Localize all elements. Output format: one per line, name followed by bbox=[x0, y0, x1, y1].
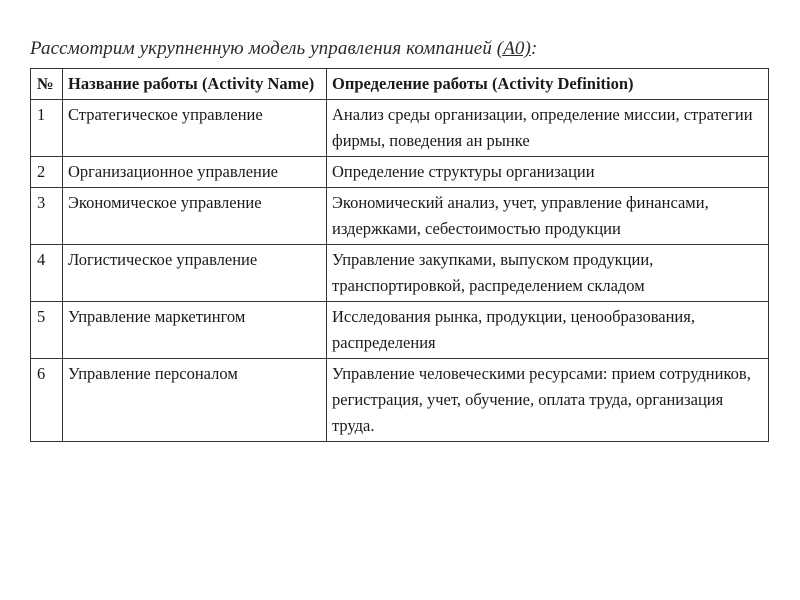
row-num: 5 bbox=[31, 302, 63, 359]
header-num: № bbox=[31, 69, 63, 100]
table-row bbox=[31, 100, 769, 157]
header-activity-name: Название работы (Activity Name) bbox=[63, 69, 327, 100]
row-activity-definition: Управление закупками, выпуском продукции, транспортировкой, распределением складом bbox=[327, 245, 769, 302]
activity-table bbox=[30, 68, 769, 442]
row-num: 1 bbox=[31, 100, 63, 157]
table-row bbox=[31, 359, 769, 442]
row-activity-name: Организационное управление bbox=[63, 157, 327, 188]
table-row bbox=[31, 245, 769, 302]
row-activity-definition: Анализ среды организации, определение миссии, стратегии фирмы, поведения ан рынке bbox=[327, 100, 769, 157]
caption-text: Рассмотрим укрупненную модель управления компанией bbox=[30, 38, 497, 59]
caption-model-id: (A0) bbox=[496, 38, 531, 59]
table-header-row bbox=[31, 69, 769, 100]
row-activity-name: Логистическое управление bbox=[63, 245, 327, 302]
row-num: 3 bbox=[31, 188, 63, 245]
row-num: 6 bbox=[31, 359, 63, 442]
row-num: 4 bbox=[31, 245, 63, 302]
row-activity-definition: Исследования рынка, продукции, ценообразования, распределения bbox=[327, 302, 769, 359]
table-row bbox=[31, 302, 769, 359]
row-activity-name: Экономическое управление bbox=[63, 188, 327, 245]
row-activity-name: Стратегическое управление bbox=[63, 100, 327, 157]
row-activity-definition: Определение структуры организации bbox=[327, 157, 769, 188]
row-activity-name: Управление маркетингом bbox=[63, 302, 327, 359]
row-activity-name: Управление персоналом bbox=[63, 359, 327, 442]
row-num: 2 bbox=[31, 157, 63, 188]
row-activity-definition: Управление человеческими ресурсами: прием сотрудников, регистрация, учет, обучение, оплата труда, организация труда. bbox=[327, 359, 769, 442]
row-activity-definition: Экономический анализ, учет, управление финансами, издержками, себестоимостью продукции bbox=[327, 188, 769, 245]
caption bbox=[30, 38, 537, 60]
table-row bbox=[31, 157, 769, 188]
caption-suffix: : bbox=[530, 38, 538, 59]
table-row bbox=[31, 188, 769, 245]
header-activity-definition: Определение работы (Activity Definition) bbox=[327, 69, 769, 100]
